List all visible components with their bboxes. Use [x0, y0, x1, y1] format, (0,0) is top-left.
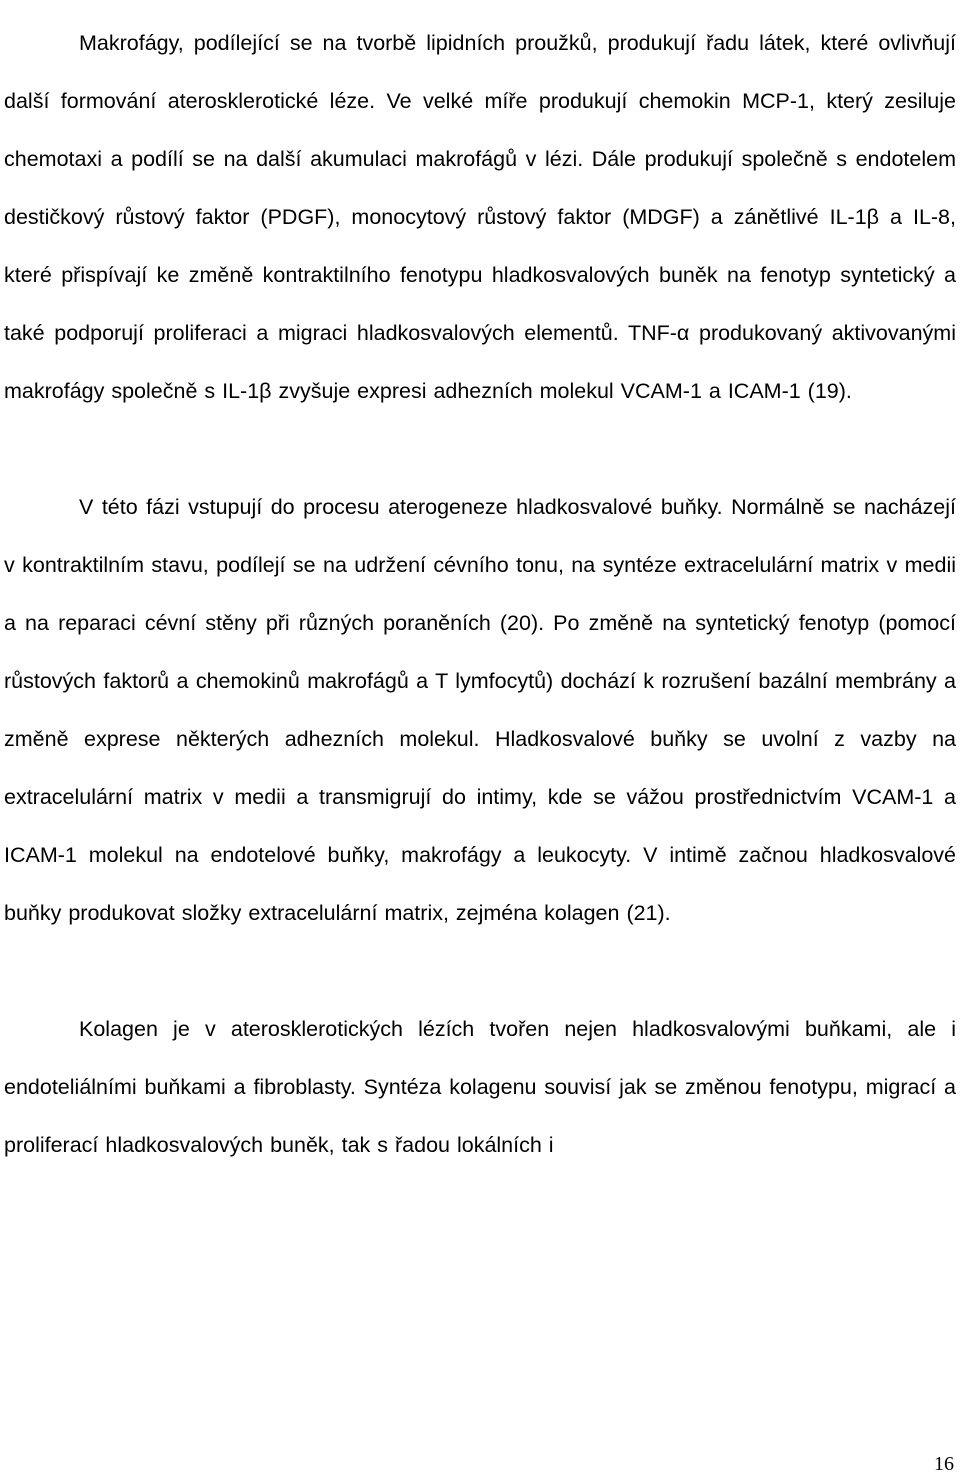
paragraph-smooth-muscle-cells: V této fázi vstupují do procesu aterogeneze hladkosvalové buňky. Normálně se nacházejí v kontraktilním stavu, podílejí se na udržení cévního tonu, na syntéze extracelulární matrix v medii a na reparaci cévní stěny při různých poraněních (20). Po změně na syntetický fenotyp (pomocí růstových faktorů a chemokinů makrofágů a T lymfocytů) dochází k rozrušení bazální membrány a změně exprese některých adhezních molekul. Hladkosvalové buňky se uvolní z vazby na extracelulární matrix v medii a transmigrují do intimy, kde se vážou prostřednictvím VCAM-1 a ICAM-1 molekul na endotelové buňky, makrofágy a leukocyty. V intimě začnou hladkosvalové buňky produkovat složky extracelulární matrix, zejména kolagen (21). [4, 495, 956, 925]
page-number: 16 [934, 1453, 954, 1475]
document-page [4, 0, 956, 1174]
paragraph-macrophages: Makrofágy, podílející se na tvorbě lipidních proužků, produkují řadu látek, které ovlivňují další formování aterosklerotické léze. Ve velké míře produkují chemokin MCP-1, který zesiluje chemotaxi a podílí se na další akumulaci makrofágů v lézi. Dále produkují společně s endotelem destičkový růstový faktor (PDGF), monocytový růstový faktor (MDGF) a zánětlivé IL-1β a IL-8, které přispívají ke změně kontraktilního fenotypu hladkosvalových buněk na fenotyp syntetický a také podporují proliferaci a migraci hladkosvalových elementů. TNF-α produkovaný aktivovanými makrofágy společně s IL-1β zvyšuje expresi adhezních molekul VCAM-1 a ICAM-1 (19). [4, 31, 956, 403]
paragraph-collagen: Kolagen je v aterosklerotických lézích tvořen nejen hladkosvalovými buňkami, ale i endoteliálními buňkami a fibroblasty. Syntéza kolagenu souvisí jak se změnou fenotypu, migrací a proliferací hladkosvalových buněk, tak s řadou lokálních i [4, 1017, 956, 1157]
